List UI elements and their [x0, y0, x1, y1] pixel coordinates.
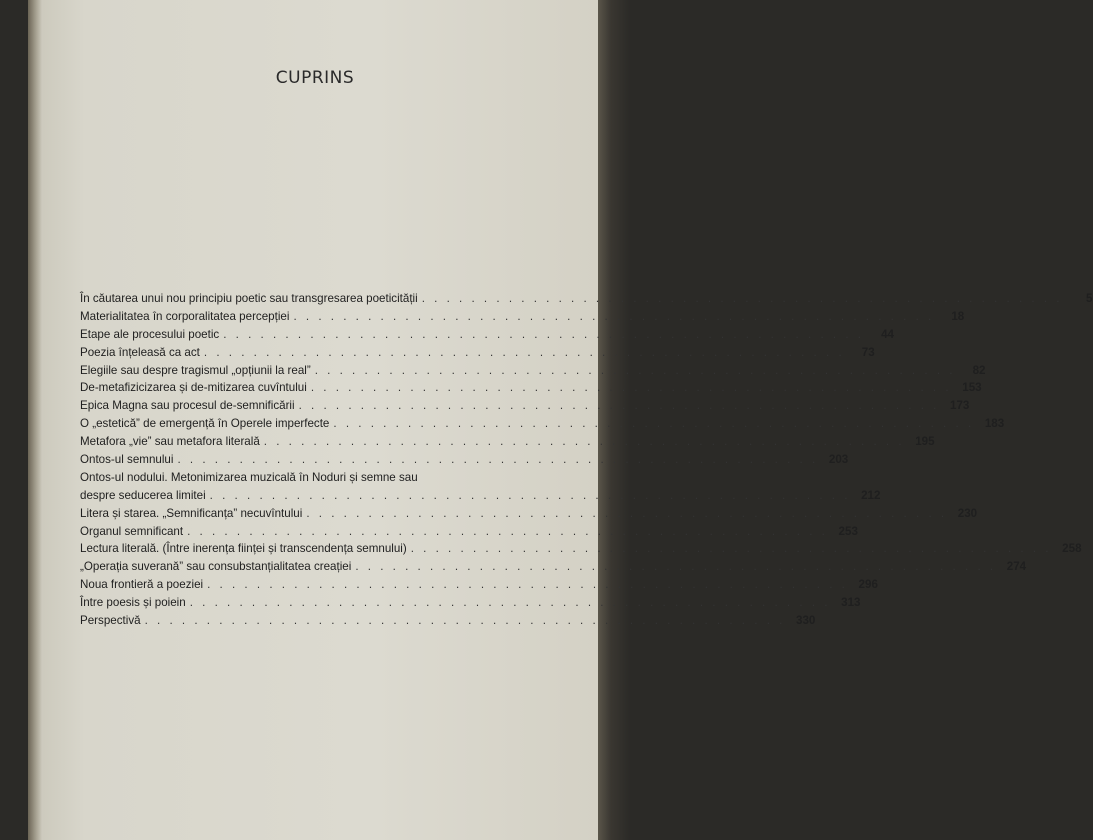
toc-leader	[293, 308, 934, 326]
toc-entry	[80, 290, 1093, 308]
toc-entry-page: 173	[950, 399, 970, 413]
toc-leader	[355, 558, 996, 576]
table-of-contents	[80, 290, 1093, 630]
toc-entry	[80, 612, 816, 630]
toc-entry-page: 195	[915, 435, 935, 449]
toc-entry-title: Între poesis și poiein	[80, 596, 186, 610]
toc-entry	[80, 362, 986, 380]
toc-entry-title: Ontos-ul nodului. Metonimizarea muzicală în Noduri și semne sau	[80, 470, 418, 484]
toc-entry-title-continued: despre seducerea limitei	[80, 488, 206, 502]
toc-entry	[80, 308, 965, 326]
toc-entry-title: Poezia înțeleasă ca act	[80, 345, 200, 359]
toc-leader	[210, 487, 851, 505]
toc-entry	[80, 379, 982, 397]
toc-entry	[80, 523, 858, 541]
toc-entry-title: Perspectivă	[80, 614, 141, 628]
toc-leader	[187, 523, 828, 541]
toc-entry-title: O „estetică” de emergență în Operele imperfecte	[80, 417, 330, 431]
toc-entry-page: 212	[861, 488, 881, 502]
toc-leader	[207, 576, 848, 594]
page-left-edge	[28, 0, 42, 840]
toc-entry-page: 183	[984, 417, 1005, 431]
toc-leader	[190, 594, 831, 612]
toc-entry	[80, 326, 894, 344]
toc-entry-page: 5	[1086, 291, 1093, 305]
toc-entry-title: Litera și starea. „Semnificanța” necuvîntului	[80, 506, 303, 520]
toc-leader	[204, 344, 845, 362]
toc-entry-page: 330	[796, 614, 816, 628]
toc-entry	[80, 415, 1005, 433]
toc-entry-title: În căutarea unui nou principiu poetic sau transgresarea poeticității	[80, 291, 418, 305]
toc-leader	[333, 415, 974, 433]
toc-leader	[422, 290, 1063, 308]
toc-leader	[264, 433, 905, 451]
toc-entry-title: Organul semnificant	[80, 524, 184, 538]
toc-entry	[80, 433, 935, 451]
toc-entry-title: „Operația suverană” sau consubstanțialitatea creației	[80, 560, 352, 574]
toc-entry	[80, 469, 881, 505]
toc-entry-page: 313	[841, 596, 861, 610]
toc-entry	[80, 558, 1027, 576]
page-title: CUPRINS	[275, 68, 355, 88]
toc-leader	[315, 362, 956, 380]
toc-entry	[80, 344, 875, 362]
toc-leader	[145, 612, 786, 630]
toc-entry	[80, 594, 861, 612]
toc-leader	[223, 326, 864, 344]
toc-leader	[311, 379, 952, 397]
toc-entry-title: Elegiile sau despre tragismul „opțiunii la real”	[80, 363, 311, 377]
toc-entry	[80, 576, 878, 594]
toc-entry-page: 153	[962, 381, 982, 395]
toc-entry-title: Etape ale procesului poetic	[80, 327, 220, 341]
toc-leader	[299, 397, 940, 415]
toc-entry	[80, 397, 970, 415]
toc-entry-page: 230	[957, 506, 978, 520]
toc-entry-title: De-metafizicizarea și de-mitizarea cuvîntului	[80, 381, 307, 395]
toc-entry-title: Lectura literală. (Între inerența ființei și transcendența semnului)	[80, 542, 407, 556]
toc-entry-page: 18	[951, 309, 965, 323]
toc-entry-page: 253	[838, 524, 858, 538]
toc-entry-title: Materialitatea în corporalitatea percepției	[80, 309, 290, 323]
toc-entry-page: 73	[861, 345, 875, 359]
toc-entry-page: 82	[972, 363, 986, 377]
toc-leader	[177, 451, 818, 469]
toc-entry-page: 274	[1006, 560, 1027, 574]
toc-entry	[80, 505, 978, 523]
toc-entry-title: Noua frontieră a poeziei	[80, 578, 204, 592]
toc-entry-title: Metafora „vie” sau metafora literală	[80, 435, 260, 449]
toc-entry-title: Epica Magna sau procesul de-semnificării	[80, 399, 295, 413]
toc-leader	[411, 540, 1052, 558]
toc-entry	[80, 451, 849, 469]
toc-entry-page: 296	[858, 578, 878, 592]
toc-entry-title: Ontos-ul semnului	[80, 453, 174, 466]
toc-leader	[306, 505, 947, 523]
toc-entry	[80, 540, 1082, 558]
toc-entry-page: 258	[1062, 542, 1082, 556]
toc-entry-page: 203	[828, 453, 849, 466]
toc-entry-page: 44	[881, 327, 894, 341]
